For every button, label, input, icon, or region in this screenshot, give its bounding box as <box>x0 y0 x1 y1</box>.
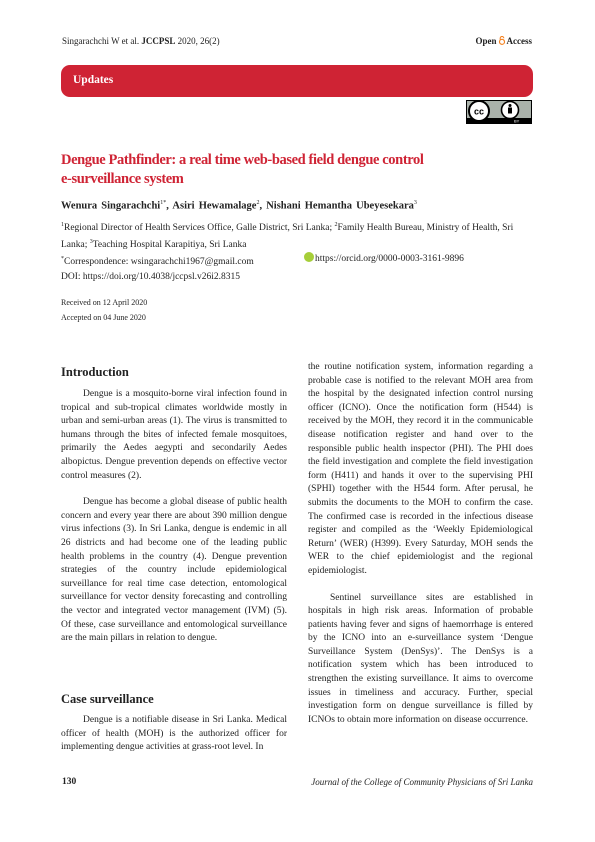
article-dates <box>61 295 147 325</box>
author-3: Nishani Hemantha Ubeyesekara <box>266 200 414 212</box>
running-head-citation: 2020, 26(2) <box>177 36 220 46</box>
running-head-journal: JCCPSL <box>141 36 176 46</box>
running-head <box>62 36 220 46</box>
orcid-url[interactable]: https://orcid.org/0000-0003-3161-9896 <box>315 254 464 264</box>
author-3-sup: 3 <box>413 200 417 206</box>
title-line-1: Dengue Pathfinder: a real time web-based field dengue control <box>61 152 424 168</box>
svg-text:BY: BY <box>514 118 520 124</box>
orcid-icon <box>304 252 314 262</box>
footer-journal-name: Journal of the College of Community Physicians of Sri Lanka <box>311 777 533 787</box>
open-access-text-right: Access <box>506 36 532 46</box>
affil-sup-2: 2 <box>334 222 338 228</box>
author-1: Wenura Singarachchi <box>61 200 161 212</box>
right-paragraph-2: Sentinel surveillance sites are established in hospitals in high risk areas. Information of probable patients having fever and signs of haemorrhage is entered by the ICNO into an e-surveillance system ‘Dengue Surveillance System (DenSys)’. The DenSys is a notification system which has been introduced to strengthen the existing surveillance. It aims to overcome issues in timeliness and accuracy. Further, special investigation form on dengue surveillance is filled by ICNOs to obtain more information on disease occurrence. <box>308 592 533 725</box>
banner-label: Updates <box>73 74 114 86</box>
right-column <box>308 361 533 727</box>
open-access-label <box>475 36 532 46</box>
affiliations <box>61 218 533 252</box>
case-paragraph-1: Dengue is a notifiable disease in Sri Lanka. Medical officer of health (MOH) is the authorized officer for implementing dengue activities at grass-root level. In <box>61 715 287 753</box>
affil-1: Regional Director of Health Services Office, Galle District, Sri Lanka; <box>64 223 335 234</box>
author-list: Wenura Singarachchi$^{1*}$, Asiri Hewamalage$^2$, Nishani Hemantha Ubeyesekara$^3$ <box>61 200 417 212</box>
open-access-text-left: Open <box>475 36 497 46</box>
left-column-intro <box>61 388 287 646</box>
cc-by-icon <box>466 100 532 124</box>
running-head-authors: Singarachchi W et al. <box>62 36 140 46</box>
page-number: 130 <box>62 777 77 787</box>
introduction-heading: Introduction <box>61 365 129 379</box>
doi-link[interactable]: DOI: https://doi.org/10.4038/jccpsl.v26i2.8315 <box>61 272 241 283</box>
affil-3: Teaching Hospital Karapitiya, Sri Lanka <box>92 240 247 251</box>
right-paragraph-1: the routine notification system, information regarding a probable case is notified to the relevant MOH area from the hospital by the designated infection control nursing officer (ICNO). Once the notification form (H544) is received by the MOH, they record it in the communicable disease notification register and hand over to the responsible public health inspector (PHI). The PHI does the field investigation and complete the field investigation form (H411) and hands it over to the supervising PHI (SPHI) together with the H544 form. After perusal, he submits the documents to the MOH to confirm the case. The confirmed case is recorded in the infectious disease register and compiled as the ‘Weekly Epidemiological Return’ (WER) (H399). Every Saturday, MOH sends the WER to the chief epidemiologist and the regional epidemiologist. <box>308 362 533 576</box>
svg-text:cc: cc <box>473 106 485 117</box>
correspondence-email[interactable]: Correspondence: wsingarachchi1967@gmail.com <box>64 257 254 268</box>
intro-paragraph-2: Dengue has become a global disease of public health concern and every year there are about 390 million dengue virus infections (3). In Sri Lanka, dengue is endemic in all 26 districts and had become one of the leading public health problems in the country (4). Dengue prevention strategies of the country include epidemiological surveillance for real time case detection, entomological surveillance for vector density forecasting and controlling the vector and integrated vector management (IVM) (5). Of these, case surveillance and entomological surveillance are the main pillars in relation to dengue. <box>61 497 287 644</box>
orcid-link[interactable] <box>304 252 464 264</box>
case-surveillance-heading: Case surveillance <box>61 692 154 706</box>
affil-sup-3: 3 <box>89 239 93 246</box>
intro-paragraph-1: Dengue is a mosquito-borne viral infection found in tropical and sub-tropical climates worldwide mostly in urban and semi-urban areas (1). The virus is transmitted to humans through the bites of infected female mosquitoes, primarily the Aedes aegypti and secondarily Aedes albopictus. Dengue prevention depends on effective vector control measures (2). <box>61 389 287 481</box>
author-1-sup: 1* <box>160 200 167 206</box>
article-title <box>61 151 511 189</box>
received-date: Received on 12 April 2020 <box>61 298 148 307</box>
open-access-lock-icon <box>498 36 506 45</box>
affil-sup-1: 1 <box>61 222 64 228</box>
title-line-2: e-surveillance system <box>61 171 184 187</box>
affil-2: Family Health Bureau, Ministry of Health, Sri Lanka; <box>61 223 514 251</box>
correspondence-sup: * <box>61 256 64 262</box>
accepted-date: Accepted on 04 June 2020 <box>61 313 146 322</box>
section-banner <box>61 65 533 97</box>
left-column-case <box>61 714 287 755</box>
correspondence-block <box>61 252 254 285</box>
author-2-sup: 2 <box>256 200 260 206</box>
author-2: Asiri Hewamalage <box>172 200 257 212</box>
